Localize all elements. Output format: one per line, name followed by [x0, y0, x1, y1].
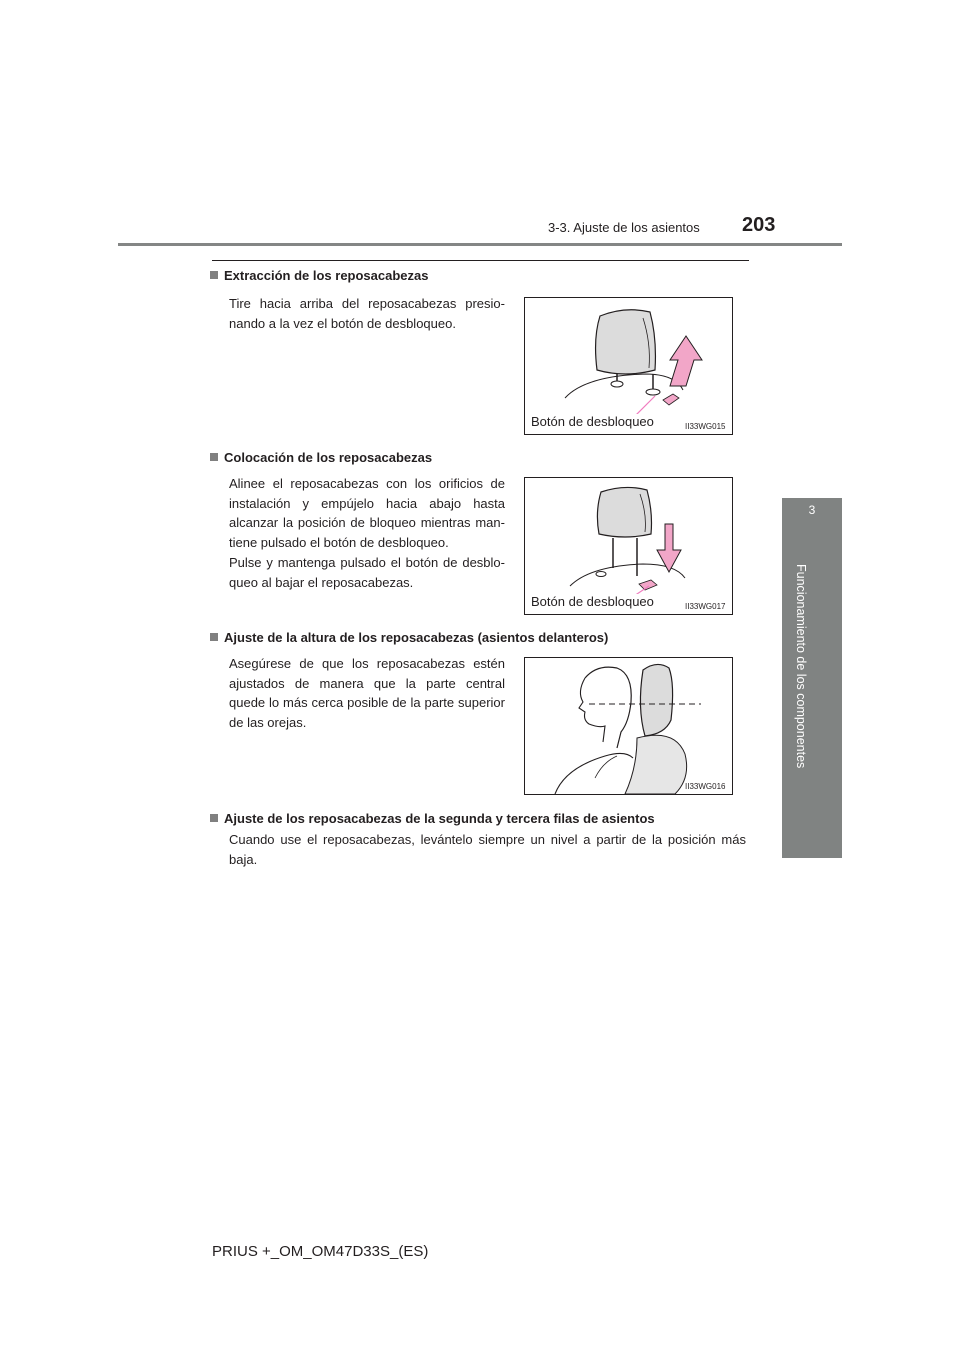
bullet-square-icon	[210, 453, 218, 461]
footer-model-code: PRIUS +_OM_OM47D33S_(ES)	[212, 1243, 429, 1260]
header-rule	[118, 243, 842, 246]
bullet-square-icon	[210, 814, 218, 822]
bullet-square-icon	[210, 271, 218, 279]
section-heading-installation: Colocación de los reposacabezas	[210, 450, 432, 465]
section-rule	[212, 260, 749, 261]
section-heading-height-adjust: Ajuste de la altura de los reposacabezas (asientos delanteros)	[210, 630, 608, 645]
figure-headrest-height	[524, 657, 733, 795]
page-number: 203	[742, 214, 776, 236]
figure-code: II33WG015	[685, 422, 726, 431]
paragraph-height-adjust: Asegúrese de que los reposacabezas estén ajustados de manera que la parte central quede lo más cerca posible de la parte superior de las orejas.	[229, 656, 505, 731]
figure-headrest-installation	[524, 477, 733, 615]
paragraph-installation-2: Pulse y mantenga pulsado el botón de desbloqueo al bajar el reposacabezas.	[229, 555, 505, 590]
paragraph-installation-1: Alinee el reposacabezas con los orificios de instalación y empújelo hacia abajo hasta alcanzar la posición de bloqueo mientras mantiene pulsado el botón de desbloqueo.	[229, 476, 505, 551]
bullet-square-icon	[210, 633, 218, 641]
paragraph-rear-rows: Cuando use el reposacabezas, levántelo siempre un nivel a partir de la posición más baja.	[229, 832, 746, 867]
paragraph-removal: Tire hacia arriba del reposacabezas presionando a la vez el botón de desbloqueo.	[229, 296, 505, 331]
section-heading-rear-rows: Ajuste de los reposacabezas de la segunda y tercera filas de asientos	[210, 811, 655, 826]
figure-code: II33WG016	[685, 782, 726, 791]
chapter-number: 3	[808, 503, 816, 517]
running-header-section: 3-3. Ajuste de los asientos	[548, 220, 700, 235]
section-heading-removal: Extracción de los reposacabezas	[210, 268, 428, 283]
chapter-title: Funcionamiento de los componentes	[794, 564, 808, 769]
figure-headrest-removal	[524, 297, 733, 435]
figure-label-release-button: Botón de desbloqueo	[531, 594, 658, 609]
figure-label-release-button: Botón de desbloqueo	[531, 414, 658, 429]
figure-code: II33WG017	[685, 602, 726, 611]
